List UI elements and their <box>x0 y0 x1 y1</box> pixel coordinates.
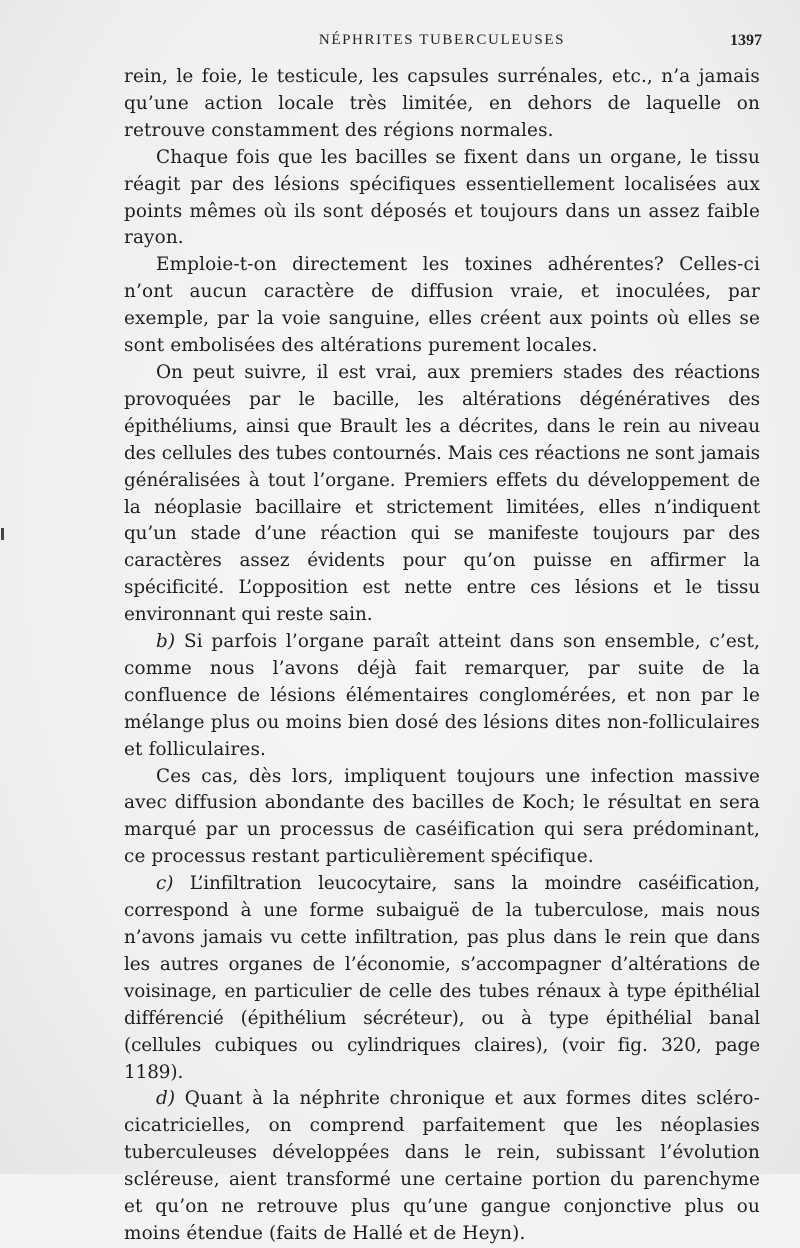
paragraph-b <box>124 629 760 764</box>
running-title: NÉPHRITES TUBERCULEUSES <box>318 32 566 48</box>
paragraph-text: Quant à la néphrite chronique et aux formes dites scléro-cicatricielles, on comprend parfaitement que les néoplasies tuberculeuses développées dans le rein, subissant l’évolution scléreuse, aient transformé une certaine portion du parenchyme et qu’on ne retrouve plus qu’une gangue conjonctive plus ou moins étendue (faits de Hallé et de Heyn). <box>124 1088 760 1244</box>
paragraph-label: d) <box>156 1088 176 1110</box>
paragraph-text: Chaque fois que les bacilles se fixent dans un organe, le tissu réagit par des lésions spécifiques essentiellement localisées aux points mêmes où ils sont déposés et toujours dans un assez faible rayon. <box>124 146 760 249</box>
paragraph-d <box>124 1086 760 1247</box>
paragraph-text: Si parfois l’organe paraît atteint dans son ensemble, c’est, comme nous l’avons déjà fait remarquer, par suite de la confluence de lésions élémentaires conglomérées, et non par le mélange plus ou moins bien dosé des lésions dites non-folliculaires et folliculaires. <box>124 631 760 760</box>
paragraph-toxines <box>124 252 760 360</box>
paragraph-c <box>124 871 760 1086</box>
paragraph-text: On peut suivre, il est vrai, aux premiers stades des réactions provoquées par le bacille, les altérations dégénératives des épithéliums, ainsi que Brault les a décrites, dans le rein au niveau des cellules des tubes contournés. Mais ces réactions ne sont jamais généralisées à tout l’organe. Premiers effets du développement de la néoplasie bacillaire et strictement limitées, elles n’indiquent qu’un stade d’une réaction qui se manifeste toujours par des caractères assez évidents pour qu’on puisse en affirmer la spécificité. L’opposition est nette entre ces lésions et le tissu environnant qui reste sain. <box>124 361 760 626</box>
running-head <box>124 32 760 54</box>
paragraph-label: b) <box>156 631 176 653</box>
paragraph-label: c) <box>156 873 174 895</box>
margin-mark <box>1 528 4 540</box>
paragraph-text: rein, le foie, le testicule, les capsules surrénales, etc., n’a jamais qu’une action locale très limitée, en dehors de laquelle on retrouve constamment des régions normales. <box>124 66 760 141</box>
paragraph-bacilles <box>124 145 760 253</box>
body-text <box>124 64 760 1248</box>
paragraph-text: Emploie-t-on directement les toxines adhérentes? Celles-ci n’ont aucun caractère de diffusion vraie, et inoculées, par exemple, par la voie sanguine, elles créent aux points où elles se sont embolisées des altérations purement locales. <box>124 254 760 357</box>
paragraph-text: L’infiltration leucocytaire, sans la moindre caséification, correspond à une forme subaiguë de la tuberculose, mais nous n’avons jamais vu cette infiltration, pas plus dans le rein que dans les autres organes de l’économie, s’accompagner d’altérations de voisinage, en particulier de celle des tubes rénaux à type épithélial différencié (épithélium sécréteur), ou à type épithélial banal (cellules cubiques ou cylindriques claires), (voir fig. 320, page 1189). <box>124 873 760 1083</box>
paragraph-reactions <box>124 360 760 629</box>
paragraph-text: Ces cas, dès lors, impliquent toujours une infection massive avec diffusion abondante des bacilles de Koch; le résultat en sera marqué par un processus de caséification qui sera prédominant, ce processus restant particulièrement spécifique. <box>124 765 760 868</box>
page-number: 1397 <box>730 32 762 49</box>
paragraph-cas <box>124 764 760 872</box>
paragraph-continuation <box>124 64 760 145</box>
